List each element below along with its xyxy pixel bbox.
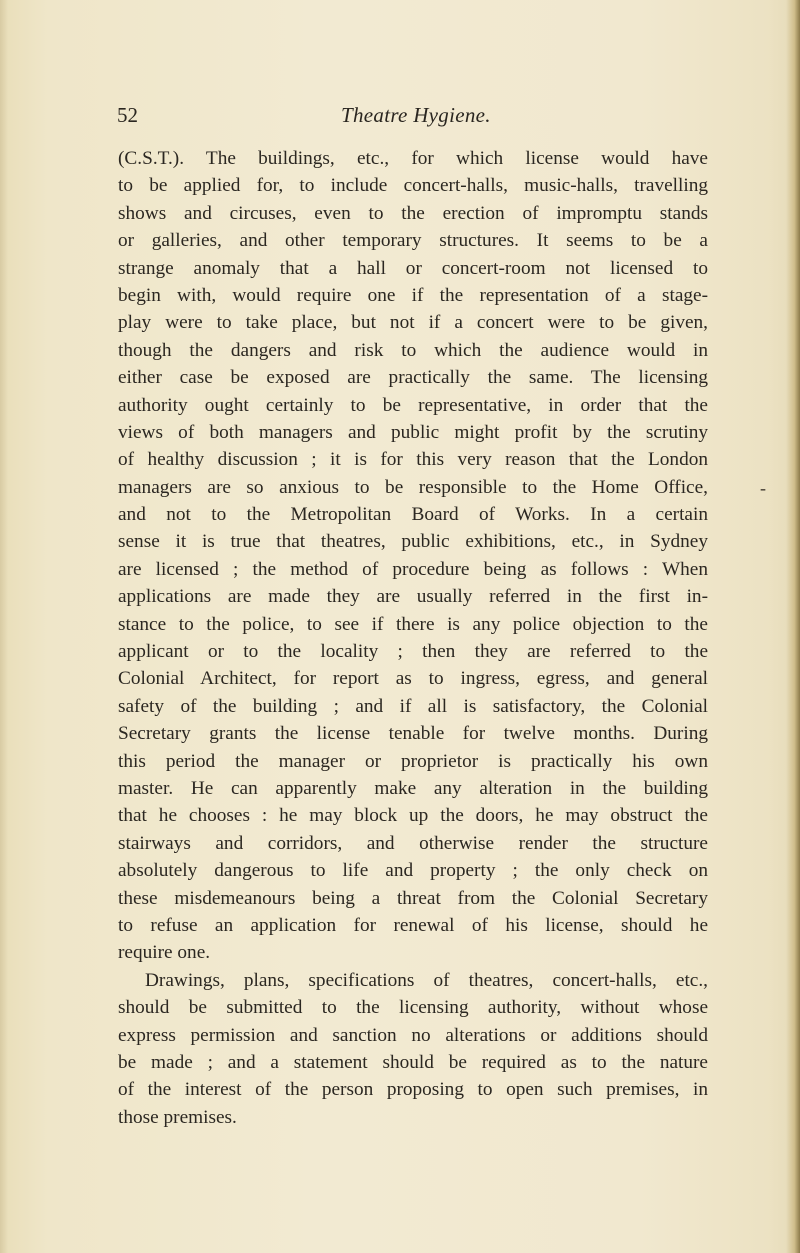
running-title: Theatre Hygiene.	[341, 103, 491, 127]
text-line: are licensed ; the method of procedure being as follows : When	[118, 558, 708, 580]
text-line: of healthy discussion ; it is for this very reason that the London	[118, 449, 708, 471]
text-line: (C.S.T.). The buildings, etc., for which license would have	[118, 148, 708, 169]
text-line: should be submitted to the licensing authority, without whose	[118, 997, 708, 1019]
text-line: absolutely dangerous to life and property ; the only check on	[118, 860, 708, 882]
text-line: begin with, would require one if the representation of a stage-	[118, 284, 708, 306]
page-header	[117, 103, 717, 133]
text-line: authority ought certainly to be representative, in order that the	[118, 394, 708, 416]
text-line: require one.	[118, 942, 211, 964]
text-line: though the dangers and risk to which the audience would in	[118, 339, 708, 361]
text-line: strange anomaly that a hall or concert-room not licensed to	[118, 257, 708, 279]
text-line: sense it is true that theatres, public exhibitions, etc., in Sydney	[118, 531, 708, 553]
text-line: play were to take place, but not if a concert were to be given,	[118, 312, 708, 334]
page-gutter-shadow	[786, 0, 800, 1253]
text-line: safety of the building ; and if all is satisfactory, the Colonial	[118, 695, 708, 717]
text-line: that he chooses : he may block up the doors, he may obstruct the	[118, 805, 708, 827]
page-number: 52	[117, 103, 138, 127]
body-text	[118, 145, 708, 1131]
text-line: Drawings, plans, specifications of theatres, concert-halls, etc.,	[145, 969, 708, 991]
text-line: Colonial Architect, for report as to ingress, egress, and general	[118, 668, 708, 690]
text-line: express permission and sanction no alterations or additions should	[118, 1024, 708, 1046]
text-line: shows and circuses, even to the erection of impromptu stands	[118, 202, 708, 224]
margin-mark: -	[760, 478, 766, 498]
text-line: Secretary grants the license tenable for twelve months. During	[118, 723, 708, 745]
text-line: views of both managers and public might profit by the scrutiny	[118, 421, 708, 443]
text-line: of the interest of the person proposing to open such premises, in	[118, 1079, 708, 1101]
text-line: or galleries, and other temporary structures. It seems to be a	[118, 230, 708, 252]
text-line: to refuse an application for renewal of his license, should he	[118, 914, 708, 936]
page-left-edge	[0, 0, 8, 1253]
text-line: this period the manager or proprietor is practically his own	[118, 750, 708, 772]
text-line: stairways and corridors, and otherwise render the structure	[118, 832, 708, 854]
paragraph-2	[118, 967, 708, 1131]
paragraph-1	[118, 145, 708, 967]
text-line: applicant or to the locality ; then they are referred to the	[118, 641, 708, 663]
text-line: stance to the police, to see if there is any police objection to the	[118, 613, 708, 635]
text-line: applications are made they are usually referred in the first in-	[118, 586, 708, 608]
text-line: managers are so anxious to be responsible to the Home Office,	[118, 476, 708, 498]
text-line: and not to the Metropolitan Board of Works. In a certain	[118, 504, 708, 526]
text-line: master. He can apparently make any alteration in the building	[118, 777, 708, 799]
text-line: to be applied for, to include concert-halls, music-halls, travelling	[118, 175, 708, 197]
text-line: be made ; and a statement should be required as to the nature	[118, 1051, 708, 1073]
text-line: those premises.	[118, 1106, 237, 1128]
text-line: either case be exposed are practically the same. The licensing	[118, 367, 708, 389]
text-line: these misdemeanours being a threat from the Colonial Secretary	[118, 887, 708, 909]
